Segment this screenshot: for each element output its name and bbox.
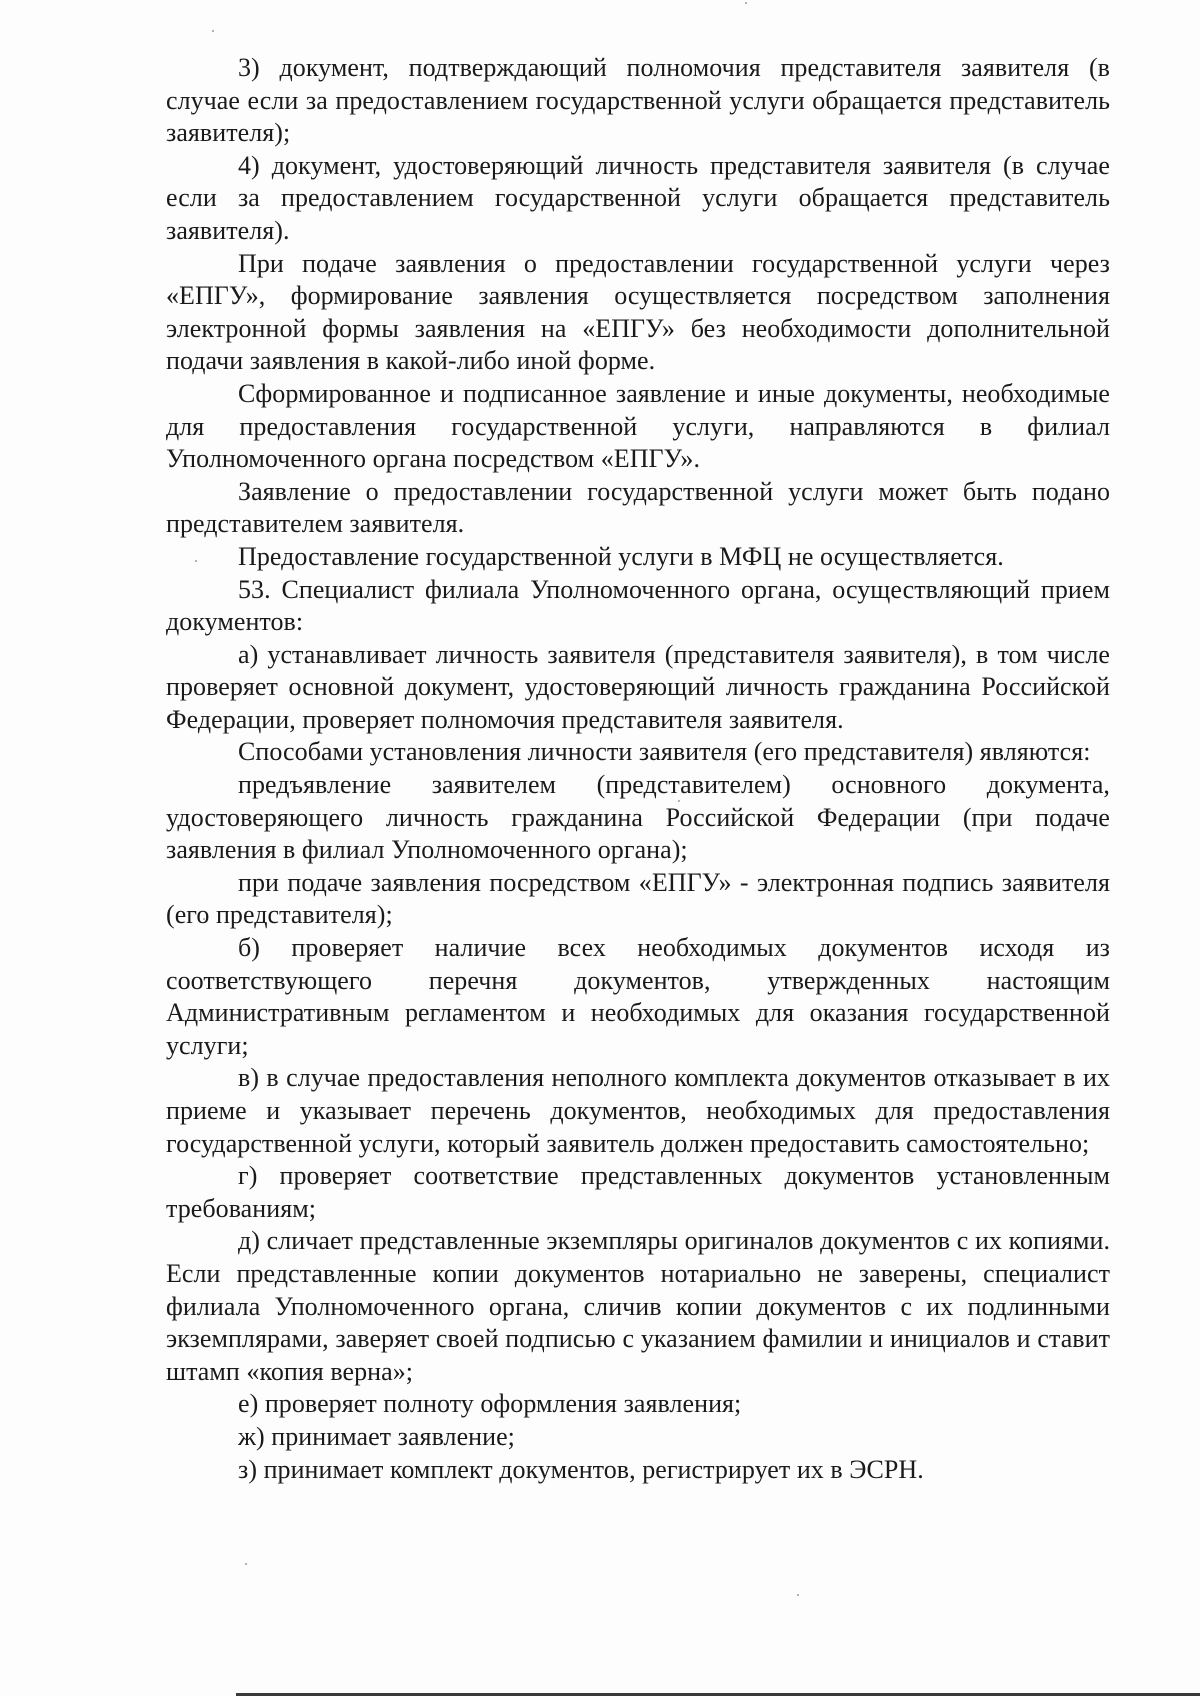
paragraph-identification-methods: Способами установления личности заявителя (его представителя) являются:: [238, 737, 1091, 767]
paragraph-item-z: з) принимает комплект документов, регистрирует их в ЭСРН.: [238, 1454, 924, 1484]
paragraph-epgu-submission: При подаче заявления о предоставлении государственной услуги через «ЕПГУ», формирование заявления осуществляется посредством заполнения электронной формы заявления на «ЕПГУ» без необходимости дополнительной подачи заявления в какой-либо иной форме.: [166, 248, 1110, 376]
scan-speck: [797, 1594, 799, 1596]
document-body: [166, 52, 1110, 1486]
scan-speck: [212, 30, 214, 32]
scan-speck: [245, 1563, 247, 1565]
paragraph-e-signature: при подаче заявления посредством «ЕПГУ» - электронная подпись заявителя (его представителя);: [166, 867, 1110, 930]
scan-speck: [745, 2, 747, 4]
paragraph-item-4: 4) документ, удостоверяющий личность представителя заявителя (в случае если за предоставлением государственной услуги обращается представитель заявителя).: [166, 150, 1110, 245]
paragraph-item-3: 3) документ, подтверждающий полномочия представителя заявителя (в случае если за предоставлением государственной услуги обращается представитель заявителя);: [166, 53, 1110, 148]
paragraph-53-heading: 53. Специалист филиала Уполномоченного органа, осуществляющий прием документов:: [166, 574, 1110, 637]
paragraph-item-b: б) проверяет наличие всех необходимых документов исходя из соответствующего перечня документов, утвержденных настоящим Административным регламентом и необходимых для оказания государственной услуги;: [166, 933, 1110, 1060]
paragraph-item-d: д) сличает представленные экземпляры оригиналов документов с их копиями. Если представленные копии документов нотариально не заверены, специалист филиала Уполномоченного органа, сличив копии документов с их подлинными экземплярами, заверяет своей подписью с указанием фамилии и инициалов и ставит штамп «копия верна»;: [166, 1226, 1110, 1386]
paragraph-item-v: в) в случае предоставления неполного комплекта документов отказывает в их приеме и указывает перечень документов, необходимых для предоставления государственной услуги, который заявитель должен предоставить самостоятельно;: [166, 1063, 1110, 1158]
paragraph-item-a: а) устанавливает личность заявителя (представителя заявителя), в том числе проверяет основной документ, удостоверяющий личность гражданина Российской Федерации, проверяет полномочия представителя заявителя.: [166, 639, 1110, 734]
paragraph-mfc: Предоставление государственной услуги в МФЦ не осуществляется.: [238, 541, 1004, 571]
paragraph-item-g: г) проверяет соответствие представленных документов установленным требованиям;: [166, 1161, 1110, 1223]
paragraph-item-e: е) проверяет полноту оформления заявления;: [238, 1389, 742, 1419]
paragraph-representative: Заявление о предоставлении государственной услуги может быть подано представителем заявителя.: [166, 476, 1110, 539]
paragraph-signed-application: Сформированное и подписанное заявление и иные документы, необходимые для предоставления государственной услуги, направляются в филиал Уполномоченного органа посредством «ЕПГУ».: [166, 378, 1110, 474]
paragraph-item-zh: ж) принимает заявление;: [238, 1421, 515, 1451]
paragraph-presentation: предъявление заявителем (представителем) основного документа, удостоверяющего личность гражданина Российской Федерации (при подаче заявления в филиал Уполномоченного органа);: [166, 770, 1110, 865]
